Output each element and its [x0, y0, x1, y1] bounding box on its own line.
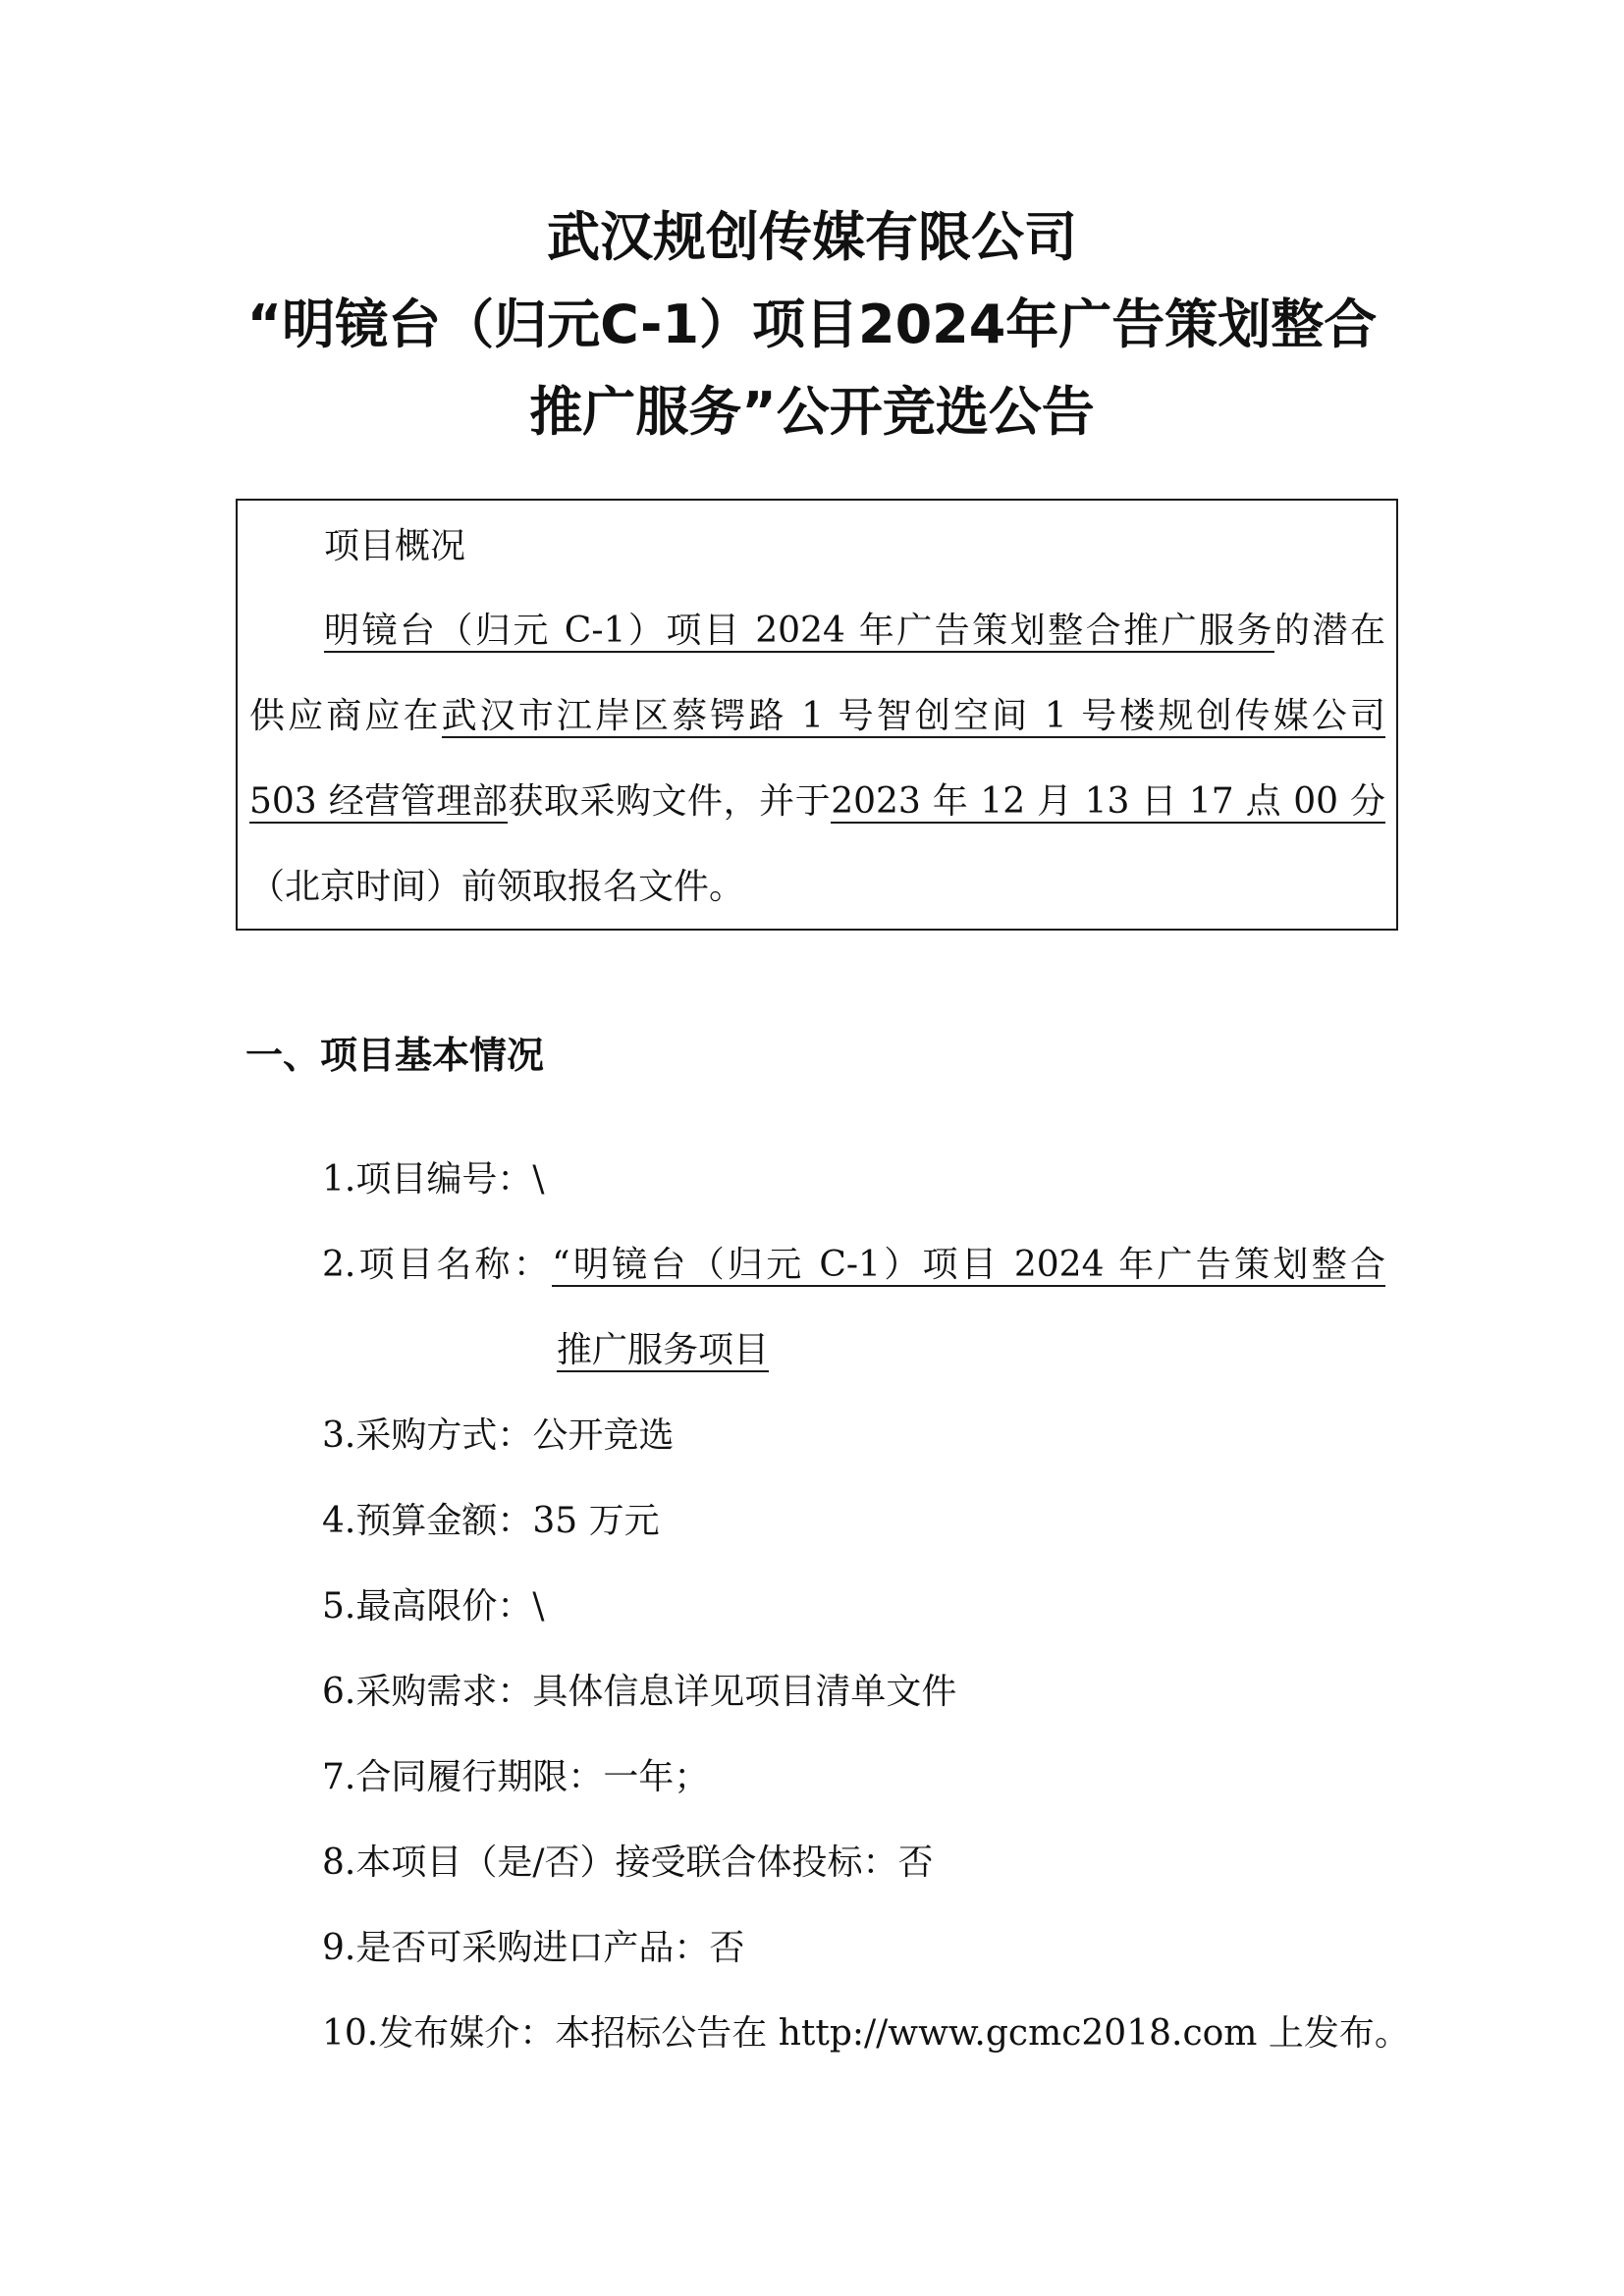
item-consortium-bidding — [322, 1842, 934, 1885]
item-value: 35 万元 — [532, 1501, 660, 1541]
item-contract-period — [322, 1756, 709, 1799]
item-project-name-continued — [557, 1329, 769, 1372]
item-label: 7.合同履行期限： — [322, 1757, 604, 1797]
item-label: 6.采购需求： — [322, 1672, 533, 1712]
section-1-heading: 一、项目基本情况 — [245, 1034, 545, 1077]
item-value: 一年； — [603, 1757, 710, 1797]
item-budget — [322, 1500, 660, 1543]
item-imported-products — [322, 1927, 744, 1970]
overview-address-part1: 武汉市江岸区蔡锷路 1 号智创空间 1 号楼规创传媒公司 — [441, 696, 1385, 736]
item-label: 4.预算金额： — [322, 1501, 533, 1541]
overview-project-name: 明镜台（归元 C-1）项目 2024 年广告策划整合推广服务 — [324, 611, 1275, 651]
item-value: \ — [532, 1586, 545, 1627]
overview-text-c: 获取采购文件，并于 — [508, 781, 832, 822]
item-value: 否 — [709, 1928, 745, 1968]
item-project-name — [322, 1244, 1385, 1287]
item-label: 9.是否可采购进口产品： — [322, 1928, 710, 1968]
document-title-line-3: 推广服务”公开竞选公告 — [529, 381, 1095, 443]
document-title-line-2: “明镜台（归元C-1）项目2024年广告策划整合 — [246, 294, 1378, 355]
item-value: 具体信息详见项目清单文件 — [532, 1672, 957, 1712]
item-value: 公开竞选 — [532, 1415, 675, 1456]
overview-deadline: 2023 年 12 月 13 日 17 点 00 分 — [831, 781, 1385, 822]
item-requirements — [322, 1671, 956, 1714]
overview-line-2 — [249, 695, 1385, 738]
item-project-number — [322, 1158, 545, 1201]
item-value: 否 — [897, 1842, 934, 1883]
overview-address-part2: 503 经营管理部 — [249, 781, 509, 822]
item-value: “明镜台（归元 C-1）项目 2024 年广告策划整合 — [552, 1245, 1385, 1285]
item-procurement-method — [322, 1415, 674, 1458]
overview-heading: 项目概况 — [324, 526, 466, 566]
overview-line-1 — [324, 610, 1385, 653]
item-publication-media — [322, 2012, 1410, 2056]
item-label: 1.项目编号： — [322, 1159, 533, 1200]
item-label: 10.发布媒介： — [322, 2013, 556, 2054]
item-label: 5.最高限价： — [322, 1586, 533, 1627]
item-value-continued: 推广服务项目 — [557, 1330, 770, 1370]
overview-text-d: （北京时间）前领取报名文件。 — [249, 867, 745, 907]
overview-line-3 — [249, 780, 1385, 824]
overview-text-a: 的潜在 — [1274, 611, 1385, 651]
item-max-price — [322, 1585, 545, 1629]
item-label: 2.项目名称： — [322, 1245, 553, 1285]
item-label: 3.采购方式： — [322, 1415, 533, 1456]
document-title-line-1: 武汉规创传媒有限公司 — [547, 206, 1077, 268]
item-label: 8.本项目（是/否）接受联合体投标： — [322, 1842, 898, 1883]
item-value: 本招标公告在 http://www.gcmc2018.com 上发布。 — [555, 2013, 1410, 2054]
overview-text-b: 供应商应在 — [249, 696, 442, 736]
item-value: \ — [532, 1159, 545, 1200]
